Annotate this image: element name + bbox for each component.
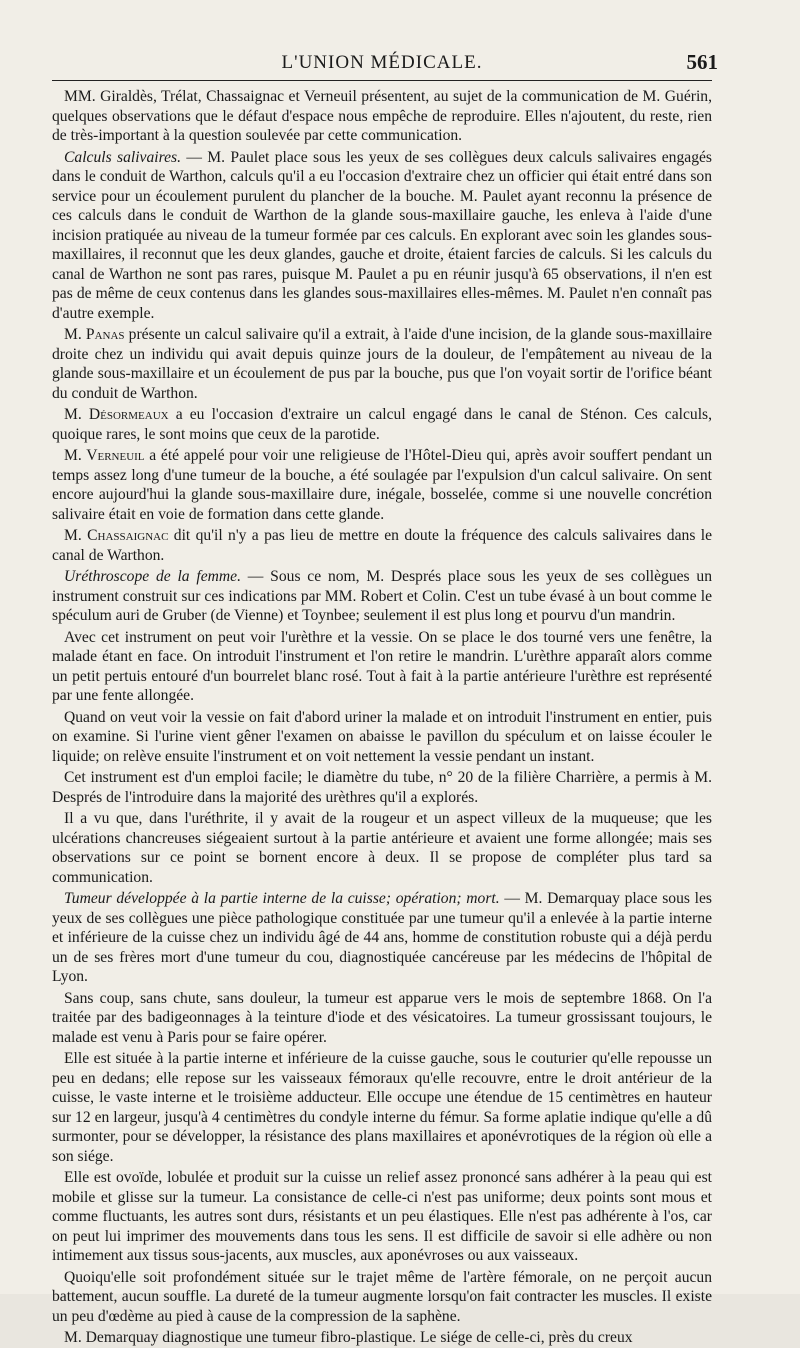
paragraph-text: Elle est située à la partie interne et inférieure de la cuisse gauche, sous le couturier qu'elle repousse un peu en dedans; elle repose sur les vaisseaux fémoraux qu'elle recouvre, entre le droit antérieur de la cuisse, le vaste interne et le troisième adducteur. Elle occupe une étendue de 15 centimètres en hauteur sur 12 en largeur, jusqu'à 4 centimètres du condyle interne du fémur. Sa forme aplatie indique qu'elle a dû surmonter, pour se développer, la résistance des plans maxillaires et aponévrotiques de la région où elle a son siége. <box>52 1050 712 1165</box>
paragraph-text: — M. Demarquay place sous les yeux de ses collègues une pièce pathologique constituée par une tumeur qu'il a enlevée à la partie interne et inférieure de la cuisse chez un individu âgé de 44 ans, homme de constitution robuste qui a déjà perdu un de ses frères mort d'une tumeur du cou, diagnostiquée cancéreuse par les médecins de l'hôpital de Lyon. <box>52 890 713 985</box>
paragraph-text: dit qu'il n'y a pas lieu de mettre en doute la fréquence des calculs salivaires dans le canal de Warthon. <box>52 527 713 564</box>
paragraph <box>52 628 712 706</box>
paragraph <box>52 768 712 807</box>
paragraph <box>52 87 712 146</box>
paragraph-text: Giraldès, Trélat, Chassaignac et Verneuil présentent, au sujet de la communication de M. Guérin, quelques observations que le défaut d'espace nous empêche de reproduire. Elles n'ajoutent, du reste, rien de très-important à la question soulevée par cette communication. <box>52 88 712 144</box>
paragraph-text: Quand on veut voir la vessie on fait d'abord uriner la malade et on introduit l'instrument en entier, puis on examine. Si l'urine vient gêner l'examen on abaisse le pavillon du spéculum et on laisse écouler le liquide; on relève ensuite l'instrument et on voit nettement la vessie pendant un instant. <box>52 708 712 765</box>
paragraph-text: a eu l'occasion d'extraire un calcul engagé dans le canal de Sténon. Ces calculs, quoique rares, le sont moins que ceux de la parotide. <box>52 406 712 443</box>
paragraph-lead: MM. <box>64 88 96 105</box>
paragraph <box>52 446 712 524</box>
paragraph-text: présente un calcul salivaire qu'il a extrait, à l'aide d'une incision, de la glande sous-maxillaire droite chez un individu qui avait depuis quinze jours de la douleur, de l'empâtement au niveau de la glande sous-maxillaire et un écoulement de pus par la bouche, pus que l'on voyait sortir de l'orifice béant du conduit de Warthon. <box>52 326 712 402</box>
paragraph <box>52 148 712 324</box>
page-number: 561 <box>686 50 718 74</box>
paragraph-text: Elle est ovoïde, lobulée et produit sur la cuisse un relief assez prononcé sans adhérer à la peau qui est mobile et glisse sur la tumeur. La consistance de celle-ci n'est pas uniforme; deux points sont mous et comme fluctuants, les autres sont durs, résistants et un peu élastiques. Elle n'est pas adhérente à l'os, car on peut lui imprimer des mouvements dans tous les sens. Il est difficile de savoir si elle adhère ou non intimement aux tissus sous-jacents, aux muscles, aux aponévroses ou aux vaisseaux. <box>52 1169 712 1264</box>
paragraph-text: Cet instrument est d'un emploi facile; le diamètre du tube, n° 20 de la filière Charrière, a permis à M. Després de l'introduire dans la majorité des urèthres qu'il a explorés. <box>52 769 712 806</box>
paragraph-lead: Uréthroscope de la femme. <box>64 568 241 585</box>
paragraph-text: a été appelé pour voir une religieuse de l'Hôtel-Dieu qui, après avoir souffert pendant un temps assez long d'une tumeur de la bouche, a été soulagée par l'expulsion d'un calcul salivaire. On sent encore aujourd'hui la glande sous-maxillaire dure, inégale, bosselée, comme si une nouvelle concrétion salivaire était en voie de formation dans cette glande. <box>52 447 713 523</box>
paragraph-text: — Sous ce nom, M. Després place sous les yeux de ses collègues un instrument construit sur ces indications par MM. Robert et Colin. C'est un tube évasé à un bout comme le spéculum auri de Gruber (de Vienne) et Toynbee; seulement il est plus long et pourvu d'un mandrin. <box>52 568 713 624</box>
paragraph-text: Il a vu que, dans l'uréthrite, il y avait de la rougeur et un aspect villeux de la muqueuse; que les ulcérations chancreuses siégeaient surtout à la partie antérieure et avaient une forme allongée; mais ses observations sur ce point se bornent encore à deux. Il se propose de compléter plus tard sa communication. <box>52 810 712 886</box>
paragraph <box>52 889 712 987</box>
paragraph <box>52 989 712 1048</box>
paragraph <box>52 1049 712 1166</box>
paragraph-lead: M. Panas <box>64 326 125 343</box>
paragraph <box>52 708 712 767</box>
paragraph-lead: Tumeur développée à la partie interne de la cuisse; opération; mort. <box>64 890 500 907</box>
paragraph-text: — M. Paulet place sous les yeux de ses collègues deux calculs salivaires engagés dans le conduit de Warthon, calculs qu'il a eu l'occasion d'extraire chez un officier qui était entré dans son service pour un écoulement purulent du plancher de la bouche. M. Paulet ayant reconnu la présence de ces calculs dans le conduit de Warthon de la glande sous-maxillaire gauche, les enleva à l'aide d'une incision pratiquée au niveau de la tumeur formée par ces calculs. En explorant avec soin les glandes sous-maxillaires, il reconnut que les deux glandes, gauche et droite, étaient farcies de calculs. Si les calculs du canal de Warthon ne sont pas rares, puisque M. Paulet a pu en réunir jusqu'à 65 observations, il n'en est pas de même de ceux contenus dans les glandes sous-maxillaires elles-mêmes. M. Paulet n'en connaît pas d'autre exemple. <box>52 148 712 322</box>
paragraph-lead: M. Chassaignac <box>64 527 169 544</box>
running-title: L'UNION MÉDICALE. <box>281 52 483 73</box>
paragraph <box>52 567 712 626</box>
paragraph-text: Avec cet instrument on peut voir l'urèthre et la vessie. On se place le dos tourné vers une fenêtre, la malade étant en face. On introduit l'instrument et l'on retire le mandrin. L'urèthre apparaît alors comme un petit pertuis entouré d'un bourrelet blanc rosé. Tout à fait à la partie antérieure l'urèthre est représenté par une fente allongée. <box>52 628 712 704</box>
paragraph-lead: M. Désormeaux <box>64 406 169 423</box>
article-body <box>52 87 712 1348</box>
paragraph <box>52 1168 712 1266</box>
paragraph <box>52 1268 712 1327</box>
paragraph <box>52 809 712 887</box>
paragraph-text: Sans coup, sans chute, sans douleur, la tumeur est apparue vers le mois de septembre 1868. On l'a traitée par des badigeonnages à la teinture d'iode et des vésicatoires. La tumeur grossissant toujours, le malade est venu à Paris pour se faire opérer. <box>52 989 712 1046</box>
paragraph <box>52 526 712 565</box>
paragraph <box>52 405 712 444</box>
paragraph-lead: Calculs salivaires. <box>64 148 181 166</box>
page-header <box>52 44 718 81</box>
paragraph-text: Quoiqu'elle soit profondément située sur le trajet même de l'artère fémorale, on ne perçoit aucun battement, aucun souffle. La dureté de la tumeur augmente lorsqu'on fait contracter les muscles. Il existe un peu d'œdème au pied à cause de la compression de la saphène. <box>52 1268 712 1325</box>
paragraph-text: M. Demarquay diagnostique une tumeur fibro-plastique. Le siége de celle-ci, près du creux <box>64 1329 633 1346</box>
paragraph <box>52 325 712 403</box>
paragraph <box>52 1328 712 1348</box>
paragraph-lead: M. Verneuil <box>64 447 145 464</box>
